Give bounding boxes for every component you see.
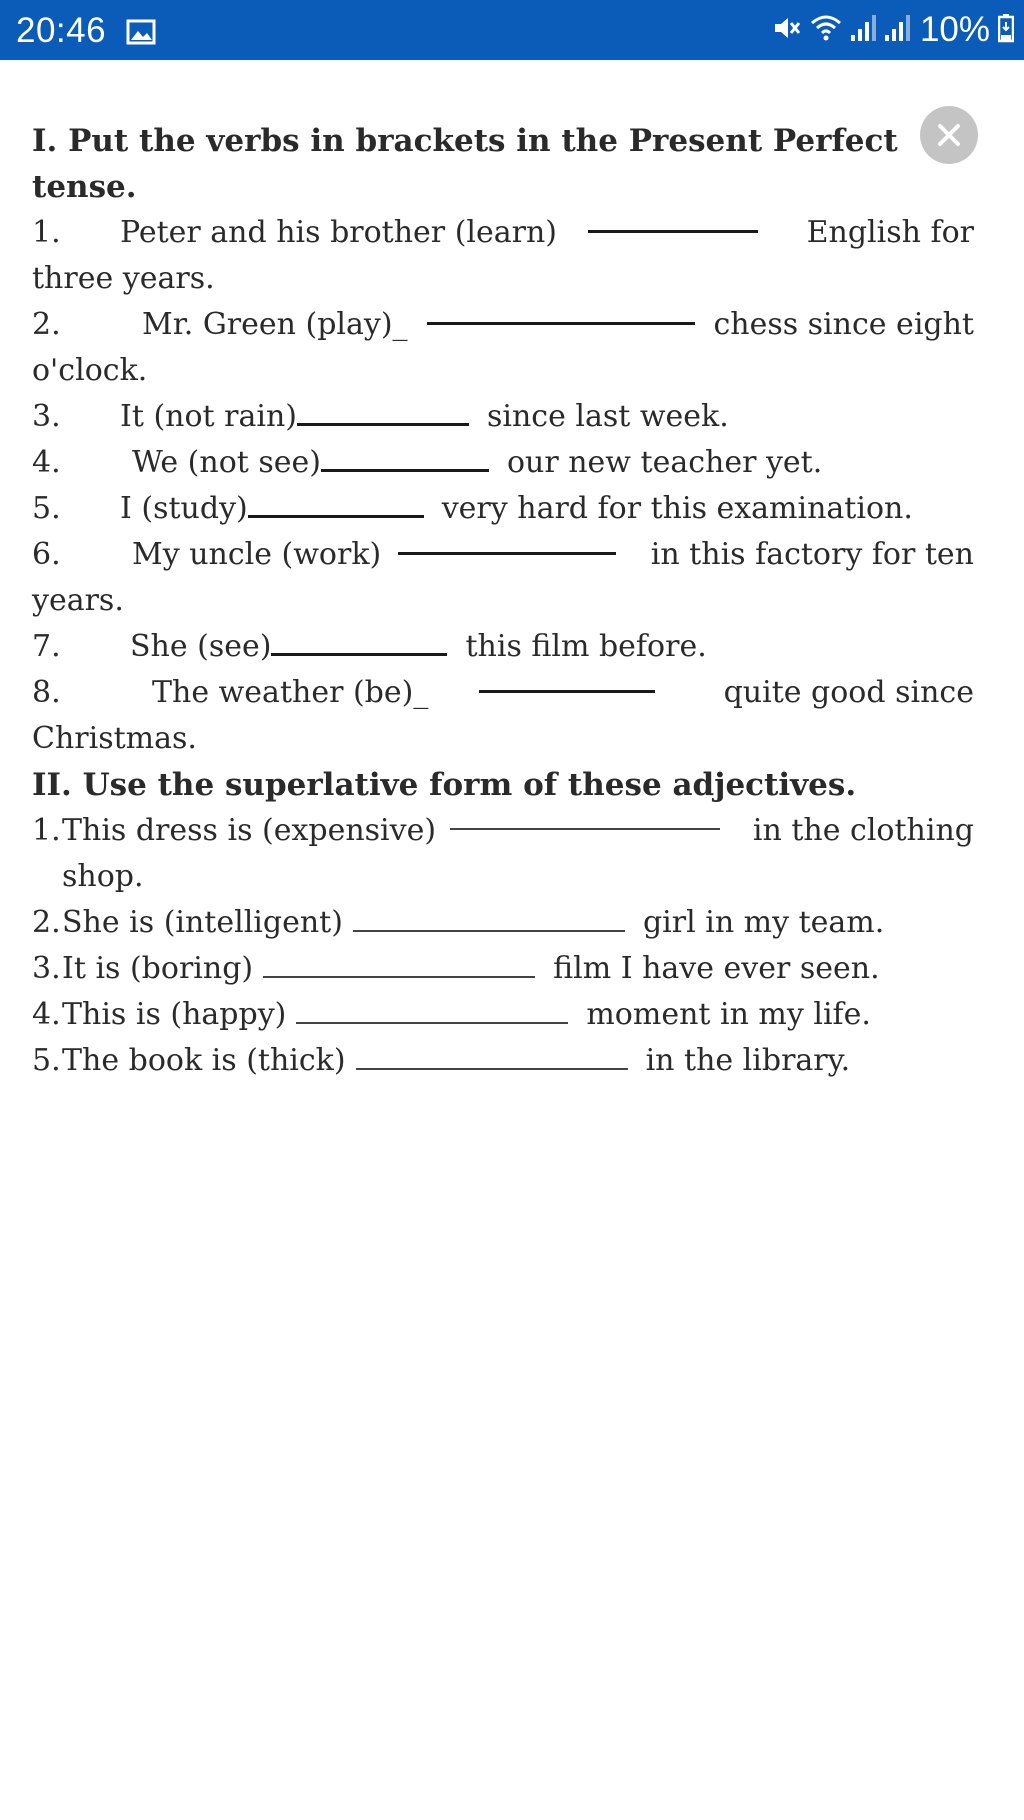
exercise-item: 5. I (study) very hard for this examination. — [32, 486, 974, 532]
exercise-item: 5. The book is (thick) in the library. — [32, 1038, 974, 1084]
item-number: 5. — [32, 491, 61, 526]
wifi-icon — [810, 13, 842, 48]
exercise-item: 1. Peter and his brother (learn) English for three years. — [32, 210, 974, 302]
exercise-item: 7. She (see) this film before. — [32, 624, 974, 670]
section-heading: I. Put the verbs in brackets in the Present Perfect tense. — [32, 123, 898, 205]
signal-icon — [850, 13, 876, 48]
item-number: 8. — [32, 675, 61, 710]
item-number: 1. — [32, 813, 61, 848]
section-heading: II. Use the superlative form of these adjectives. — [32, 767, 857, 803]
answer-blank[interactable] — [248, 495, 424, 518]
exercise-item: 2. She is (intelligent) girl in my team. — [32, 900, 974, 946]
worksheet — [32, 118, 974, 1084]
gallery-icon — [126, 19, 156, 50]
answer-blank[interactable] — [321, 449, 489, 472]
answer-blank[interactable] — [356, 1048, 628, 1070]
answer-blank[interactable] — [296, 1002, 568, 1024]
exercise-item: 6. My uncle (work) in this factory for ten years. — [32, 532, 974, 624]
signal-icon — [884, 13, 910, 48]
answer-blank[interactable] — [398, 532, 616, 555]
item-number: 3. — [32, 399, 61, 434]
answer-blank[interactable] — [588, 210, 758, 233]
status-icons — [764, 10, 1014, 50]
exercise-item: 3. It is (boring) film I have ever seen. — [32, 946, 974, 992]
exercise-item: 8. The weather (be)_ quite good since Christmas. — [32, 670, 974, 762]
item-number: 5. — [32, 1043, 61, 1078]
exercise-item: 1. This dress is (expensive) in the clothing shop. — [32, 808, 974, 900]
item-number: 3. — [32, 951, 61, 986]
status-time: 20:46 — [16, 11, 107, 50]
item-number: 2. — [32, 905, 61, 940]
mute-icon — [772, 13, 802, 48]
answer-blank[interactable] — [427, 302, 695, 325]
exercise-item: 2. Mr. Green (play)_ chess since eight o'clock. — [32, 302, 974, 394]
exercise-item: 4. This is (happy) moment in my life. — [32, 992, 974, 1038]
answer-blank[interactable] — [271, 633, 447, 656]
item-number: 7. — [32, 629, 61, 664]
answer-blank[interactable] — [353, 910, 625, 932]
item-number: 4. — [32, 997, 61, 1032]
item-number: 4. — [32, 445, 61, 480]
answer-blank[interactable] — [263, 956, 535, 978]
answer-blank[interactable] — [479, 670, 655, 693]
item-number: 6. — [32, 537, 61, 572]
battery-icon — [998, 13, 1014, 48]
item-number: 2. — [32, 307, 61, 342]
exercise-item: 3. It (not rain) since last week. — [32, 394, 974, 440]
status-bar — [0, 0, 1024, 60]
item-number: 1. — [32, 215, 61, 250]
exercise-item: 4. We (not see) our new teacher yet. — [32, 440, 974, 486]
answer-blank[interactable] — [297, 403, 469, 426]
answer-blank[interactable] — [450, 808, 720, 830]
battery-percent: 10% — [919, 10, 990, 49]
